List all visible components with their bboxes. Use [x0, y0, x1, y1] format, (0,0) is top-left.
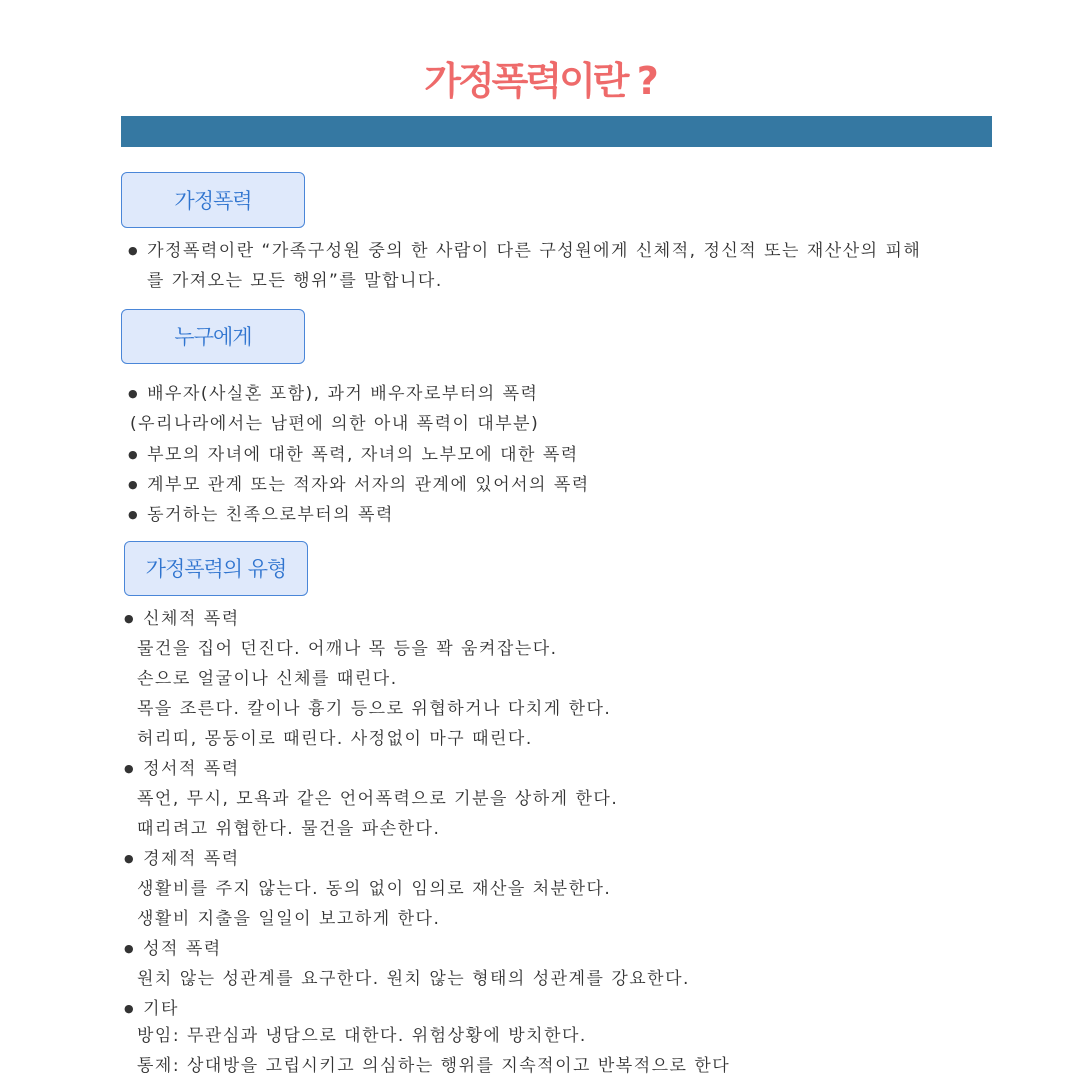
section-heading-domestic-violence: 가정폭력: [121, 172, 305, 228]
type-detail: 생활비 지출을 일일이 보고하게 한다.: [137, 909, 441, 929]
type-detail: 통제: 상대방을 고립시키고 의심하는 행위를 지속적이고 반복적으로 한다: [137, 1056, 731, 1076]
type-detail: 폭언, 무시, 모욕과 같은 언어폭력으로 기분을 상하게 한다.: [137, 789, 619, 809]
type-heading: ● 신체적 폭력: [124, 604, 240, 629]
header-bar: [121, 116, 992, 147]
section-heading-to-whom: 누구에게: [121, 309, 305, 364]
type-heading: ● 성적 폭력: [124, 934, 222, 959]
type-detail: 허리띠, 몽둥이로 때린다. 사정없이 마구 때린다.: [137, 729, 533, 749]
type-detail: 목을 조른다. 칼이나 흉기 등으로 위협하거나 다치게 한다.: [137, 699, 612, 719]
type-heading: ● 정서적 폭력: [124, 754, 240, 779]
page-title: 가정폭력이란 ?: [424, 59, 656, 103]
list-item-note: (우리나라에서는 남편에 의한 아내 폭력이 대부분): [130, 414, 540, 434]
definition-line: ● 가정폭력이란 “가족구성원 중의 한 사람이 다른 구성원에게 신체적, 정신적 또는 재산산의 피해: [128, 236, 921, 261]
definition-line: 를 가져오는 모든 행위”를 말합니다.: [147, 271, 443, 291]
section-heading-types: 가정폭력의 유형: [124, 541, 308, 596]
type-heading: ● 경제적 폭력: [124, 844, 240, 869]
list-item: ● 부모의 자녀에 대한 폭력, 자녀의 노부모에 대한 폭력: [128, 440, 579, 465]
type-detail: 손으로 얼굴이나 신체를 때린다.: [137, 669, 398, 689]
list-item: ● 배우자(사실혼 포함), 과거 배우자로부터의 폭력: [128, 379, 538, 404]
list-item: ● 계부모 관계 또는 적자와 서자의 관계에 있어서의 폭력: [128, 470, 590, 495]
type-detail: 생활비를 주지 않는다. 동의 없이 임의로 재산을 처분한다.: [137, 879, 612, 899]
type-detail: 원치 않는 성관계를 요구한다. 원치 않는 형태의 성관계를 강요한다.: [137, 969, 690, 989]
type-detail: 방임: 무관심과 냉담으로 대한다. 위험상황에 방치한다.: [137, 1026, 587, 1046]
type-detail: 때리려고 위협한다. 물건을 파손한다.: [137, 819, 441, 839]
list-item: ● 동거하는 친족으로부터의 폭력: [128, 500, 394, 525]
type-detail: 물건을 집어 던진다. 어깨나 목 등을 꽉 움켜잡는다.: [137, 639, 558, 659]
type-heading: ● 기타: [124, 994, 179, 1019]
